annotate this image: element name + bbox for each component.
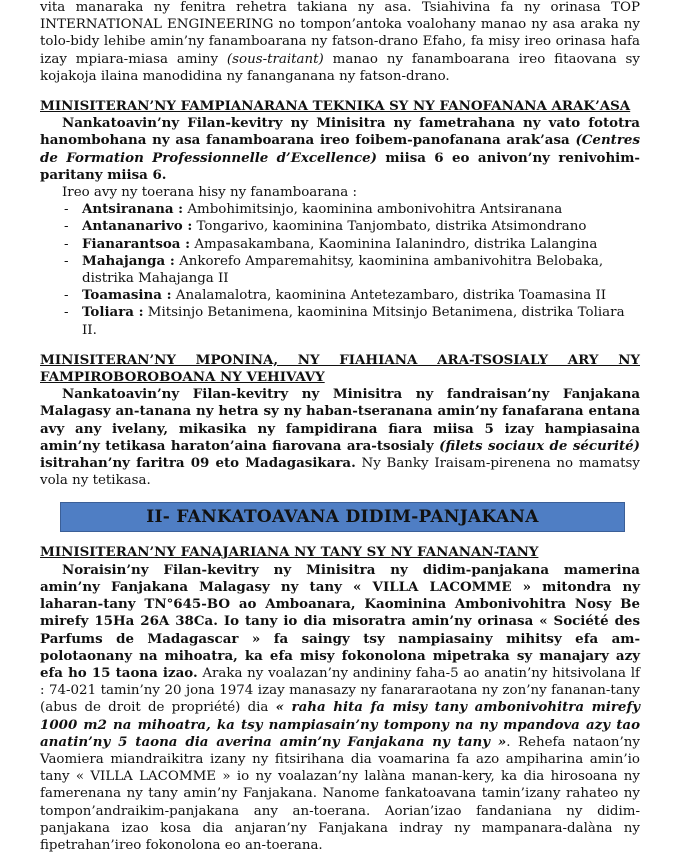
- site-desc: Ankorefo Amparemahitsy, kaominina ambanivohitra Belobaka, distrika Mahajanga II: [82, 253, 604, 287]
- sites-intro: Ireo avy ny toerana hisy ny fanamboarana :: [62, 185, 358, 201]
- site-name: Toamasina :: [82, 287, 172, 304]
- list-item: [64, 253, 640, 287]
- population-bold: Nankatoavin’ny Filan-kevitry ny Minisitra ny fandraisan’ny Fanjakana Malagasy an-tanana ny hetra sy ny haban-tseranana amin’ny fanafarana entana avy any ivelany, mikasika ny fampidirana fiara miisa 5 izay hampiasaina amin’ny tetikasa haraton’aina fiarovana ara-tsosialy: [40, 386, 640, 454]
- site-name: Fianarantsoa :: [82, 235, 191, 252]
- population-bold-italic: (filets sociaux de sécurité): [439, 437, 640, 454]
- document-page: [40, 0, 640, 854]
- site-name: Antsiranana :: [82, 201, 184, 218]
- site-desc: Mitsinjo Betanimena, kaominina Mitsinjo Betanimena, distrika Toliara II.: [82, 305, 625, 338]
- section-heading-population: MINISITERAN’NY MPONINA, NY FIAHIANA ARA-TSOSIALY ARY NY FAMPIROBOROBOANA NY VEHIVAVY: [40, 351, 640, 386]
- list-item: [64, 304, 640, 338]
- intro-italic: (sous-traitant): [226, 51, 324, 67]
- site-name: Mahajanga :: [82, 252, 175, 269]
- intro-text: vita manaraka ny fenitra rehetra takiana ny asa. Tsiahivina fa ny orinasa TOP INTERNATIONAL ENGINEERING no tompon’antoka voalohany manao ny asa araka ny tolo-bidy lehibe amin’ny fanamboarana ny fatson-drano Efaho, fa misy ireo orinasa hafa izay mpiara-miasa aminy: [40, 0, 640, 67]
- site-desc: Ampasakambana, Kaominina Ialanindro, distrika Lalangina: [190, 236, 598, 252]
- land-text-end: . Rehefa nataon’ny Vaomiera miandraikitra izany ny fitsirihana dia voamarina fa azo ampiharina amin’io tany « VILLA LACOMME » io ny voalazan’ny lalàna manan-kery, ka dia hirosoana ny famerenana ny tany amin’ny Fanjakana. Nanome fankatoavana tamin’izany rahateo ny tompon’andraikim-panjakana any an-toerana. Aorian’izao fandaniana ny didim-panjakana izao kosa dia anjaran’ny Fanjakana indray ny mampanara-dalàna ny fipetrahan’ireo fokonolona eo an-toerana.: [40, 734, 640, 853]
- section-banner: II- FANKATOAVANA DIDIM-PANJAKANA: [60, 502, 625, 532]
- land-text: Araka ny voalazan’ny andininy faha-5 ao anatin’ny hitsivolana lf : 74-021 tamin’ny 20 jona 1974 izay manasazy ny fanararaotana ny zon’ny fananan-tany (abus de droit de propriété) dia: [40, 665, 640, 716]
- list-item: [64, 218, 640, 235]
- site-name: Toliara :: [82, 304, 144, 321]
- intro-paragraph: [40, 0, 640, 85]
- list-item: [64, 236, 640, 253]
- population-bold-end: isitrahan’ny faritra 09 eto Madagasikara.: [40, 455, 356, 472]
- land-bold: Noraisin’ny Filan-kevitry ny Minisitra ny didim-panjakana mamerina amin’ny Fanjakana Malagasy ny tany « VILLA LACOMME » mitondra ny laharan-tany TN°645-BO ao Amboanara, Kaominina Ambonivohitra Nosy Be mirefy 15Ha 26A 38Ca. Io tany io dia misoratra amin’ny orinasa « Société des Parfums de Madagascar » fa saingy tsy nampiasainy mihitsy efa am-polotaonany na mihoatra, ka efa misy fokonolona mipetraka sy manajary azy efa ho 15 taona izao.: [40, 561, 640, 681]
- land-quote: « raha hita fa misy tany ambonivohitra mirefy 1000 m2 na mihoatra, ka tsy nampiasain’ny tompony na ny mpandova azy tao anatin’ny 5 taona dia averina amin’ny Fanjakana ny tany »: [40, 699, 640, 750]
- intro-text-end: manao ny fanamboarana ireo fitaovana sy kojakoja ilaina manodidina ny fananganana ny fatson-drano.: [40, 51, 640, 84]
- site-name: Antananarivo :: [82, 218, 193, 235]
- site-desc: Tongarivo, kaominina Tanjombato, distrika Atsimondrano: [192, 219, 587, 235]
- list-item: [64, 287, 640, 304]
- site-desc: Analamalotra, kaominina Antetezambaro, distrika Toamasina II: [171, 288, 607, 304]
- site-desc: Ambohimitsinjo, kaominina ambonivohitra Antsiranana: [183, 202, 563, 218]
- population-paragraph: [40, 386, 640, 489]
- list-item: [64, 201, 640, 218]
- section-heading-land: MINISITERAN’NY FANAJARIANA NY TANY SY NY FANANAN-TANY: [40, 544, 539, 561]
- land-paragraph: [40, 562, 640, 854]
- sites-list: [40, 201, 640, 339]
- section-heading-education: MINISITERAN’NY FAMPIANARANA TEKNIKA SY NY FANOFANANA ARAK’ASA: [40, 98, 631, 115]
- spacer: [40, 339, 640, 352]
- spacer: [40, 85, 640, 98]
- education-bold-italic: (Centres de Formation Professionnelle d’Excellence): [40, 132, 640, 166]
- education-bold-end: miisa 6 eo anivon’ny renivohim-paritany miisa 6.: [40, 149, 640, 183]
- population-text: Ny Banky Iraisam-pirenena no mamatsy vola ny tetikasa.: [40, 456, 640, 489]
- education-paragraph: [40, 115, 640, 184]
- education-bold: Nankatoavin’ny Filan-kevitry ny Minisitra ny fametrahana ny vato fototra hanombohana ny asa fanamboarana ireo foibem-panofanana arak’asa: [40, 115, 640, 149]
